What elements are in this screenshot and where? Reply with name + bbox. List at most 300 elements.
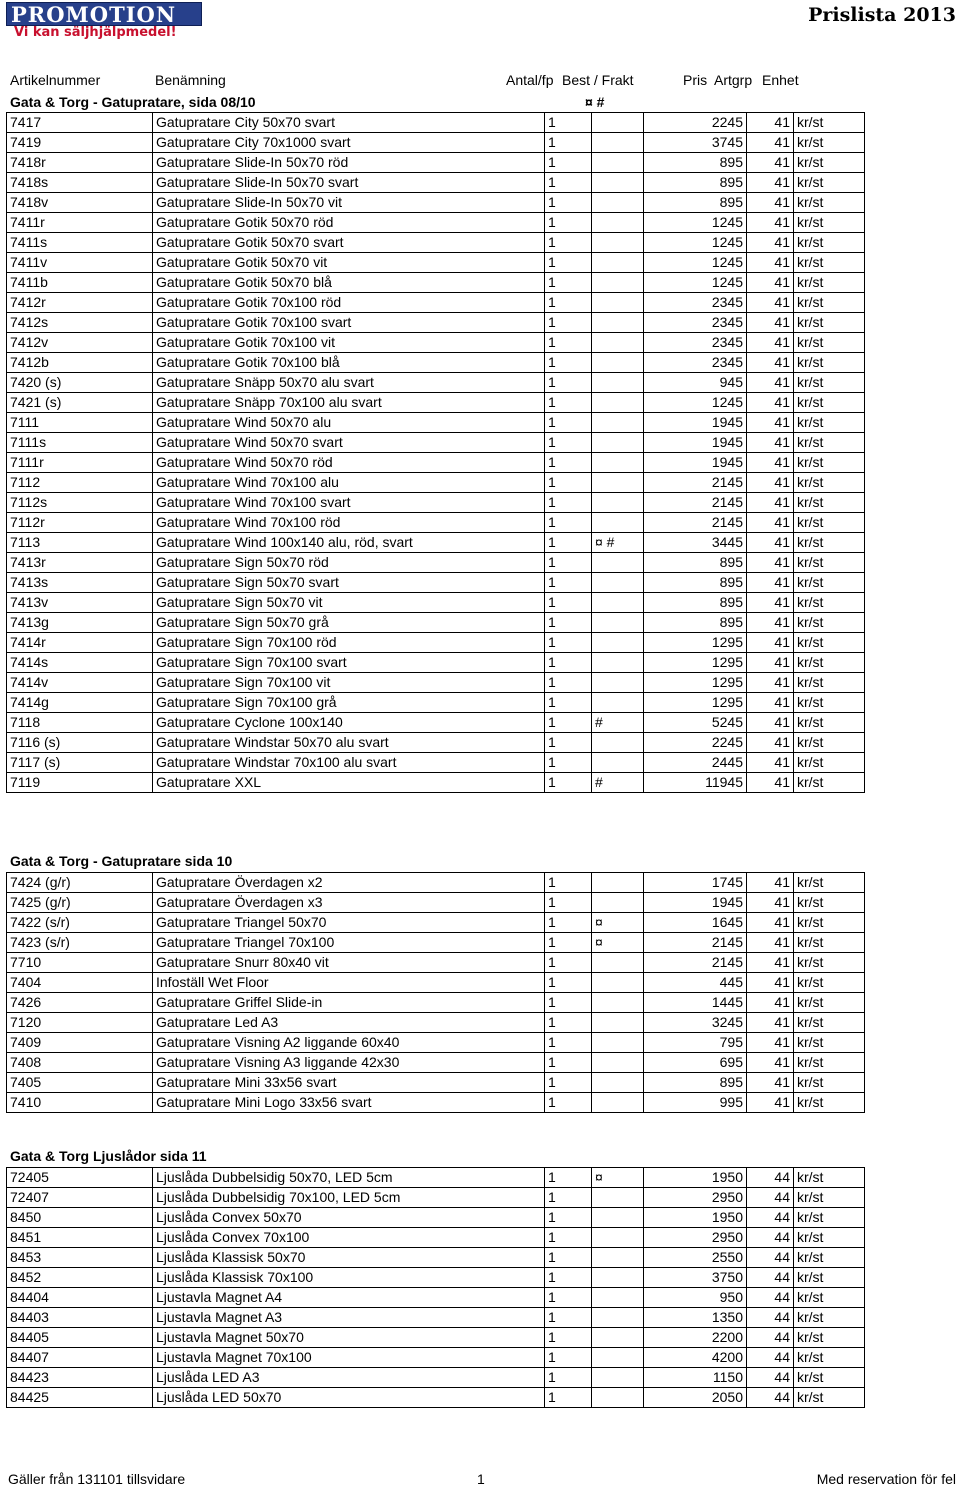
group-cell: 41 [747,333,794,353]
group-cell: 41 [747,1073,794,1093]
price-cell: 2050 [644,1388,747,1408]
price-cell: 2200 [644,1328,747,1348]
price-cell: 2145 [644,493,747,513]
table-row [7,133,865,153]
article-number-cell: 7111s [7,433,153,453]
price-cell: 945 [644,373,747,393]
unit-cell: kr/st [794,533,865,553]
marks-cell [592,733,644,753]
price-cell: 2950 [644,1228,747,1248]
name-cell: Gatupratare Led A3 [153,1013,545,1033]
price-cell: 2445 [644,753,747,773]
price-cell: 1945 [644,453,747,473]
article-number-cell: 7413r [7,553,153,573]
qty-cell: 1 [545,973,592,993]
table-row [7,193,865,213]
table-row [7,653,865,673]
article-number-cell: 7414s [7,653,153,673]
unit-cell: kr/st [794,993,865,1013]
table-row [7,533,865,553]
marks-cell: ¤ [592,913,644,933]
name-cell: Gatupratare Slide-In 50x70 svart [153,173,545,193]
article-number-cell: 7412b [7,353,153,373]
marks-cell [592,513,644,533]
unit-cell: kr/st [794,313,865,333]
table-row [7,933,865,953]
group-cell: 41 [747,353,794,373]
group-cell: 41 [747,153,794,173]
article-number-cell: 7418v [7,193,153,213]
price-cell: 1295 [644,633,747,653]
unit-cell: kr/st [794,153,865,173]
group-cell: 41 [747,513,794,533]
group-cell: 44 [747,1248,794,1268]
group-cell: 41 [747,733,794,753]
group-cell: 41 [747,653,794,673]
table-row [7,1168,865,1188]
price-cell: 2550 [644,1248,747,1268]
qty-cell: 1 [545,713,592,733]
group-cell: 41 [747,973,794,993]
name-cell: Ljuslåda LED 50x70 [153,1388,545,1408]
marks-cell [592,233,644,253]
marks-cell [592,753,644,773]
table-row [7,913,865,933]
name-cell: Gatupratare Gotik 70x100 svart [153,313,545,333]
table-row [7,413,865,433]
name-cell: Gatupratare Cyclone 100x140 [153,713,545,733]
qty-cell: 1 [545,1093,592,1113]
table-row [7,473,865,493]
price-cell: 1945 [644,433,747,453]
qty-cell: 1 [545,1388,592,1408]
section-title: Gata & Torg - Gatupratare, sida 08/10 [10,94,256,110]
group-cell: 41 [747,713,794,733]
marks-cell [592,693,644,713]
marks-cell [592,593,644,613]
name-cell: Ljuslåda Klassisk 70x100 [153,1268,545,1288]
price-cell: 795 [644,1033,747,1053]
column-header-group: Artgrp [714,72,753,88]
marks-cell [592,553,644,573]
footer-validity: Gäller från 131101 tillsvidare [8,1471,186,1487]
article-number-cell: 72407 [7,1188,153,1208]
name-cell: Ljuslåda LED A3 [153,1368,545,1388]
price-cell: 895 [644,153,747,173]
marks-cell [592,573,644,593]
price-cell: 1150 [644,1368,747,1388]
price-cell: 950 [644,1288,747,1308]
price-cell: 895 [644,193,747,213]
marks-cell [592,1188,644,1208]
name-cell: Ljuslåda Convex 50x70 [153,1208,545,1228]
article-number-cell: 8452 [7,1268,153,1288]
qty-cell: 1 [545,1308,592,1328]
name-cell: Gatupratare XXL [153,773,545,793]
marks-cell [592,273,644,293]
name-cell: Gatupratare Sign 50x70 grå [153,613,545,633]
name-cell: Ljuslåda Convex 70x100 [153,1228,545,1248]
name-cell: Gatupratare Sign 50x70 röd [153,553,545,573]
article-number-cell: 7111r [7,453,153,473]
price-cell: 11945 [644,773,747,793]
price-cell: 1245 [644,393,747,413]
table-row [7,1348,865,1368]
marks-cell [592,193,644,213]
group-cell: 44 [747,1228,794,1248]
unit-cell: kr/st [794,253,865,273]
article-number-cell: 84404 [7,1288,153,1308]
table-row [7,393,865,413]
qty-cell: 1 [545,213,592,233]
name-cell: Gatupratare Snäpp 50x70 alu svart [153,373,545,393]
marks-cell [592,373,644,393]
table-row [7,753,865,773]
table-row [7,1228,865,1248]
unit-cell: kr/st [794,713,865,733]
marks-cell [592,873,644,893]
column-header-name: Benämning [155,72,226,88]
marks-cell [592,493,644,513]
unit-cell: kr/st [794,1053,865,1073]
qty-cell: 1 [545,1228,592,1248]
group-cell: 44 [747,1188,794,1208]
marks-cell [592,973,644,993]
name-cell: Gatupratare Sign 50x70 vit [153,593,545,613]
price-cell: 3445 [644,533,747,553]
price-table [6,872,865,1113]
qty-cell: 1 [545,113,592,133]
unit-cell: kr/st [794,513,865,533]
table-row [7,1073,865,1093]
article-number-cell: 7412r [7,293,153,313]
group-cell: 41 [747,273,794,293]
table-row [7,733,865,753]
table-row [7,553,865,573]
group-cell: 41 [747,213,794,233]
unit-cell: kr/st [794,953,865,973]
marks-cell [592,993,644,1013]
article-number-cell: 8451 [7,1228,153,1248]
qty-cell: 1 [545,1168,592,1188]
price-cell: 895 [644,1073,747,1093]
price-cell: 4200 [644,1348,747,1368]
name-cell: Gatupratare Wind 50x70 alu [153,413,545,433]
article-number-cell: 7120 [7,1013,153,1033]
unit-cell: kr/st [794,193,865,213]
name-cell: Gatupratare Windstar 70x100 alu svart [153,753,545,773]
qty-cell: 1 [545,633,592,653]
price-table [6,112,865,793]
table-row [7,673,865,693]
marks-cell [592,653,644,673]
unit-cell: kr/st [794,173,865,193]
qty-cell: 1 [545,373,592,393]
price-cell: 2145 [644,953,747,973]
price-cell: 1295 [644,693,747,713]
marks-cell [592,1228,644,1248]
table-row [7,1288,865,1308]
article-number-cell: 84425 [7,1388,153,1408]
footer-page-number: 1 [477,1471,485,1487]
name-cell: Ljustavla Magnet 50x70 [153,1328,545,1348]
marks-cell [592,133,644,153]
qty-cell: 1 [545,993,592,1013]
group-cell: 41 [747,573,794,593]
article-number-cell: 7413g [7,613,153,633]
group-cell: 41 [747,893,794,913]
price-cell: 2245 [644,733,747,753]
price-cell: 895 [644,173,747,193]
table-row [7,873,865,893]
table-row [7,253,865,273]
marks-cell [592,293,644,313]
article-number-cell: 7424 (g/r) [7,873,153,893]
qty-cell: 1 [545,753,592,773]
group-cell: 44 [747,1208,794,1228]
table-row [7,1093,865,1113]
group-cell: 41 [747,673,794,693]
name-cell: Gatupratare Triangel 50x70 [153,913,545,933]
table-row [7,273,865,293]
article-number-cell: 7112s [7,493,153,513]
document-title: Prislista 2013 [808,4,956,26]
name-cell: Gatupratare Wind 100x140 alu, röd, svart [153,533,545,553]
group-cell: 41 [747,873,794,893]
name-cell: Ljustavla Magnet A3 [153,1308,545,1328]
logo-text: PROMOTION [11,2,177,27]
group-cell: 41 [747,553,794,573]
qty-cell: 1 [545,1033,592,1053]
unit-cell: kr/st [794,613,865,633]
qty-cell: 1 [545,933,592,953]
group-cell: 44 [747,1348,794,1368]
marks-cell [592,1073,644,1093]
article-number-cell: 7411s [7,233,153,253]
table-row [7,433,865,453]
qty-cell: 1 [545,233,592,253]
price-cell: 1945 [644,893,747,913]
marks-cell [592,153,644,173]
marks-cell [592,253,644,273]
group-cell: 41 [747,613,794,633]
qty-cell: 1 [545,493,592,513]
marks-cell [592,1248,644,1268]
article-number-cell: 7710 [7,953,153,973]
qty-cell: 1 [545,353,592,373]
unit-cell: kr/st [794,1368,865,1388]
group-cell: 41 [747,953,794,973]
unit-cell: kr/st [794,493,865,513]
table-row [7,633,865,653]
qty-cell: 1 [545,893,592,913]
table-row [7,1033,865,1053]
marks-cell [592,1053,644,1073]
name-cell: Gatupratare Gotik 50x70 vit [153,253,545,273]
table-row [7,233,865,253]
qty-cell: 1 [545,1188,592,1208]
unit-cell: kr/st [794,413,865,433]
article-number-cell: 84423 [7,1368,153,1388]
section-title: Gata & Torg - Gatupratare sida 10 [10,853,233,869]
name-cell: Gatupratare Överdagen x2 [153,873,545,893]
table-row [7,693,865,713]
price-cell: 2145 [644,933,747,953]
qty-cell: 1 [545,433,592,453]
price-cell: 1295 [644,653,747,673]
group-cell: 44 [747,1368,794,1388]
name-cell: Gatupratare Gotik 70x100 blå [153,353,545,373]
qty-cell: 1 [545,693,592,713]
qty-cell: 1 [545,153,592,173]
article-number-cell: 7418s [7,173,153,193]
marks-cell [592,173,644,193]
marks-cell: # [592,713,644,733]
table-row [7,513,865,533]
marks-cell [592,1208,644,1228]
price-cell: 1350 [644,1308,747,1328]
table-row [7,1188,865,1208]
unit-cell: kr/st [794,1268,865,1288]
unit-cell: kr/st [794,473,865,493]
article-number-cell: 7111 [7,413,153,433]
table-row [7,993,865,1013]
table-row [7,613,865,633]
table-row [7,953,865,973]
name-cell: Gatupratare Wind 70x100 röd [153,513,545,533]
price-cell: 2145 [644,473,747,493]
marks-cell [592,213,644,233]
marks-cell [592,613,644,633]
marks-cell [592,673,644,693]
group-cell: 41 [747,133,794,153]
group-cell: 41 [747,533,794,553]
unit-cell: kr/st [794,133,865,153]
price-cell: 895 [644,553,747,573]
qty-cell: 1 [545,913,592,933]
marks-cell [592,453,644,473]
unit-cell: kr/st [794,873,865,893]
article-number-cell: 7405 [7,1073,153,1093]
price-cell: 1295 [644,673,747,693]
group-cell: 41 [747,433,794,453]
table-row [7,1268,865,1288]
unit-cell: kr/st [794,913,865,933]
name-cell: Gatupratare Gotik 70x100 vit [153,333,545,353]
table-row [7,293,865,313]
price-cell: 3245 [644,1013,747,1033]
qty-cell: 1 [545,553,592,573]
qty-cell: 1 [545,293,592,313]
article-number-cell: 7409 [7,1033,153,1053]
marks-cell [592,333,644,353]
group-cell: 41 [747,373,794,393]
price-cell: 895 [644,573,747,593]
group-cell: 41 [747,173,794,193]
group-cell: 41 [747,1093,794,1113]
unit-cell: kr/st [794,1288,865,1308]
marks-cell [592,1388,644,1408]
group-cell: 41 [747,453,794,473]
group-cell: 41 [747,773,794,793]
marks-cell [592,953,644,973]
name-cell: Gatupratare Snurr 80x40 vit [153,953,545,973]
unit-cell: kr/st [794,653,865,673]
marks-cell [592,1093,644,1113]
unit-cell: kr/st [794,973,865,993]
qty-cell: 1 [545,1013,592,1033]
table-row [7,493,865,513]
group-cell: 44 [747,1268,794,1288]
qty-cell: 1 [545,773,592,793]
price-cell: 2345 [644,333,747,353]
unit-cell: kr/st [794,333,865,353]
logo-banner [6,2,202,26]
unit-cell: kr/st [794,693,865,713]
price-cell: 995 [644,1093,747,1113]
article-number-cell: 7412v [7,333,153,353]
table-row [7,973,865,993]
unit-cell: kr/st [794,593,865,613]
unit-cell: kr/st [794,573,865,593]
qty-cell: 1 [545,273,592,293]
unit-cell: kr/st [794,1013,865,1033]
qty-cell: 1 [545,1073,592,1093]
qty-cell: 1 [545,313,592,333]
name-cell: Gatupratare Överdagen x3 [153,893,545,913]
group-cell: 41 [747,473,794,493]
price-cell: 1950 [644,1168,747,1188]
name-cell: Gatupratare Wind 70x100 svart [153,493,545,513]
column-header-best-frakt: Best / Frakt [562,72,634,88]
article-number-cell: 7113 [7,533,153,553]
table-row [7,1248,865,1268]
marks-cell: # [592,773,644,793]
marks-cell [592,633,644,653]
name-cell: Gatupratare City 50x70 svart [153,113,545,133]
group-cell: 41 [747,233,794,253]
table-row [7,1328,865,1348]
price-cell: 1245 [644,233,747,253]
name-cell: Gatupratare Wind 50x70 röd [153,453,545,473]
table-row [7,1208,865,1228]
table-row [7,593,865,613]
article-number-cell: 7411r [7,213,153,233]
group-cell: 41 [747,593,794,613]
qty-cell: 1 [545,393,592,413]
qty-cell: 1 [545,873,592,893]
marks-cell [592,113,644,133]
name-cell: Gatupratare Gotik 70x100 röd [153,293,545,313]
article-number-cell: 7119 [7,773,153,793]
column-header-qty: Antal/fp [506,72,554,88]
article-number-cell: 7422 (s/r) [7,913,153,933]
qty-cell: 1 [545,1268,592,1288]
name-cell: Gatupratare Sign 70x100 svart [153,653,545,673]
table-row [7,453,865,473]
unit-cell: kr/st [794,353,865,373]
article-number-cell: 72405 [7,1168,153,1188]
group-cell: 41 [747,753,794,773]
marks-cell [592,1348,644,1368]
unit-cell: kr/st [794,453,865,473]
marks-cell [592,393,644,413]
unit-cell: kr/st [794,1188,865,1208]
name-cell: Gatupratare Slide-In 50x70 röd [153,153,545,173]
group-cell: 41 [747,253,794,273]
article-number-cell: 7118 [7,713,153,733]
marks-cell [592,313,644,333]
